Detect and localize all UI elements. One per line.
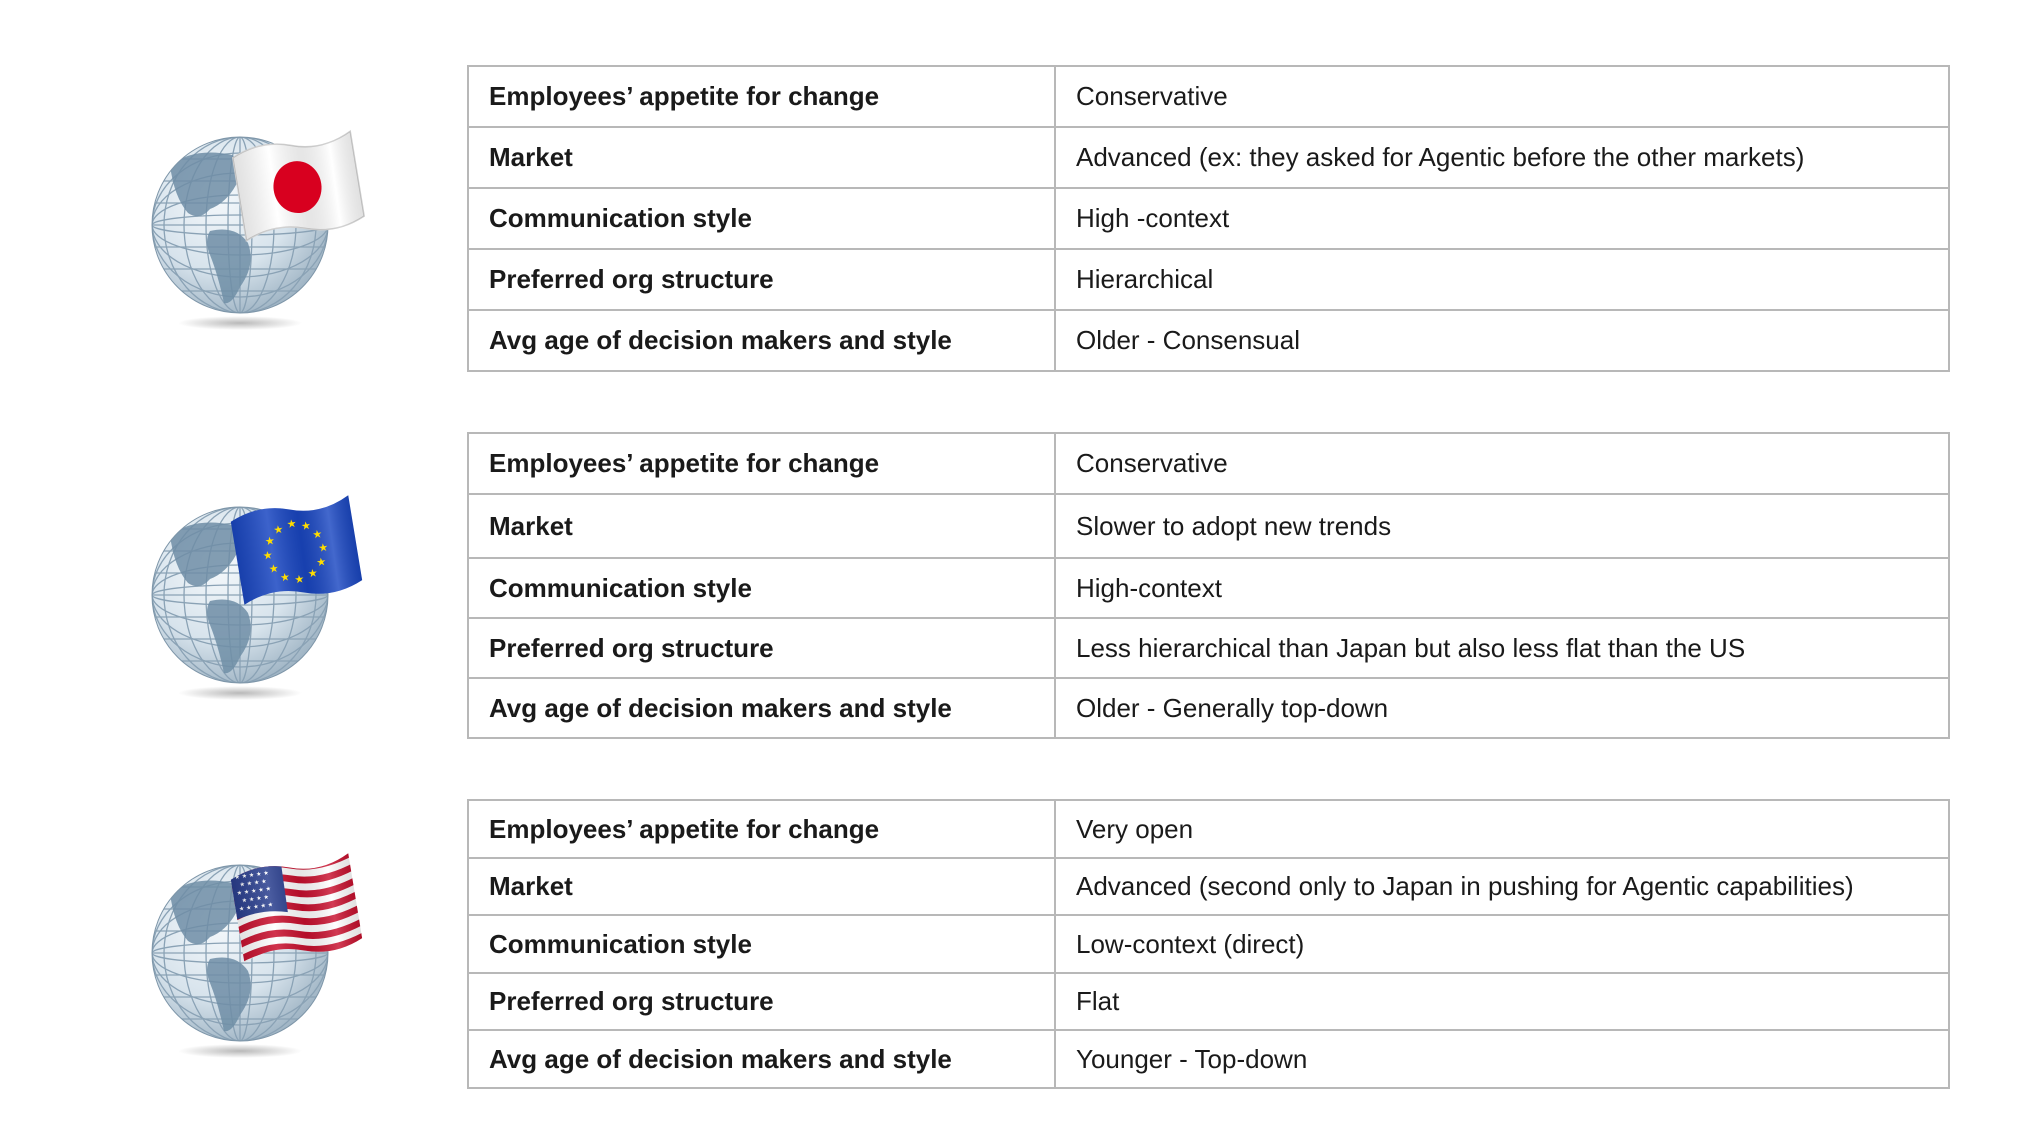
table-row	[468, 915, 1949, 973]
row-value: Older - Generally top-down	[1055, 678, 1949, 738]
row-label: Employees’ appetite for change	[468, 66, 1055, 127]
row-value: Hierarchical	[1055, 249, 1949, 310]
row-label: Avg age of decision makers and style	[468, 1030, 1055, 1088]
us-globe	[130, 848, 370, 1068]
row-label: Market	[468, 127, 1055, 188]
svg-text:★: ★	[311, 527, 324, 542]
us-flag-icon	[130, 848, 370, 1068]
eu-globe	[130, 490, 370, 710]
row-value: Older - Consensual	[1055, 310, 1949, 371]
row-value: Slower to adopt new trends	[1055, 494, 1949, 558]
row-label: Communication style	[468, 558, 1055, 618]
table-row	[468, 1030, 1949, 1088]
row-value: Low-context (direct)	[1055, 915, 1949, 973]
table-row	[468, 800, 1949, 858]
table-row	[468, 310, 1949, 371]
svg-text:★: ★	[264, 533, 276, 549]
row-value: Advanced (ex: they asked for Agentic before the other markets)	[1055, 127, 1949, 188]
svg-text:★: ★	[293, 572, 306, 587]
table-row	[468, 66, 1949, 127]
row-label: Communication style	[468, 188, 1055, 249]
table-row	[468, 858, 1949, 915]
row-value: Conservative	[1055, 66, 1949, 127]
row-label: Communication style	[468, 915, 1055, 973]
row-value: High-context	[1055, 558, 1949, 618]
row-label: Market	[468, 494, 1055, 558]
japan-flag-icon	[130, 120, 370, 340]
svg-text:★: ★	[317, 540, 330, 555]
table-row	[468, 678, 1949, 738]
svg-text:★: ★	[262, 548, 274, 563]
svg-text:★: ★	[279, 570, 291, 585]
row-value: High -context	[1055, 188, 1949, 249]
row-value: Conservative	[1055, 433, 1949, 494]
row-label: Employees’ appetite for change	[468, 800, 1055, 858]
table-row	[468, 249, 1949, 310]
svg-text:★: ★	[315, 554, 328, 570]
table-row	[468, 558, 1949, 618]
row-label: Preferred org structure	[468, 249, 1055, 310]
row-label: Employees’ appetite for change	[468, 433, 1055, 494]
table-row	[468, 433, 1949, 494]
row-label: Avg age of decision makers and style	[468, 310, 1055, 371]
table-row	[468, 494, 1949, 558]
svg-text:★: ★	[267, 561, 280, 576]
row-label: Preferred org structure	[468, 618, 1055, 678]
row-value: Flat	[1055, 973, 1949, 1030]
svg-text:★: ★	[306, 566, 319, 581]
row-value: Younger - Top-down	[1055, 1030, 1949, 1088]
eu-flag-icon	[130, 490, 370, 710]
table-row	[468, 188, 1949, 249]
row-value: Very open	[1055, 800, 1949, 858]
us-table	[467, 799, 1950, 1089]
svg-text:★: ★	[300, 518, 312, 533]
row-label: Market	[468, 858, 1055, 915]
row-label: Preferred org structure	[468, 973, 1055, 1030]
row-value: Advanced (second only to Japan in pushing for Agentic capabilities)	[1055, 858, 1949, 915]
japan-table	[467, 65, 1950, 372]
japan-globe	[130, 120, 370, 340]
svg-text:★: ★	[272, 522, 285, 537]
table-row	[468, 973, 1949, 1030]
table-row	[468, 127, 1949, 188]
svg-text:★: ★	[285, 516, 298, 531]
eu-table	[467, 432, 1950, 739]
row-label: Avg age of decision makers and style	[468, 678, 1055, 738]
row-value: Less hierarchical than Japan but also less flat than the US	[1055, 618, 1949, 678]
table-row	[468, 618, 1949, 678]
